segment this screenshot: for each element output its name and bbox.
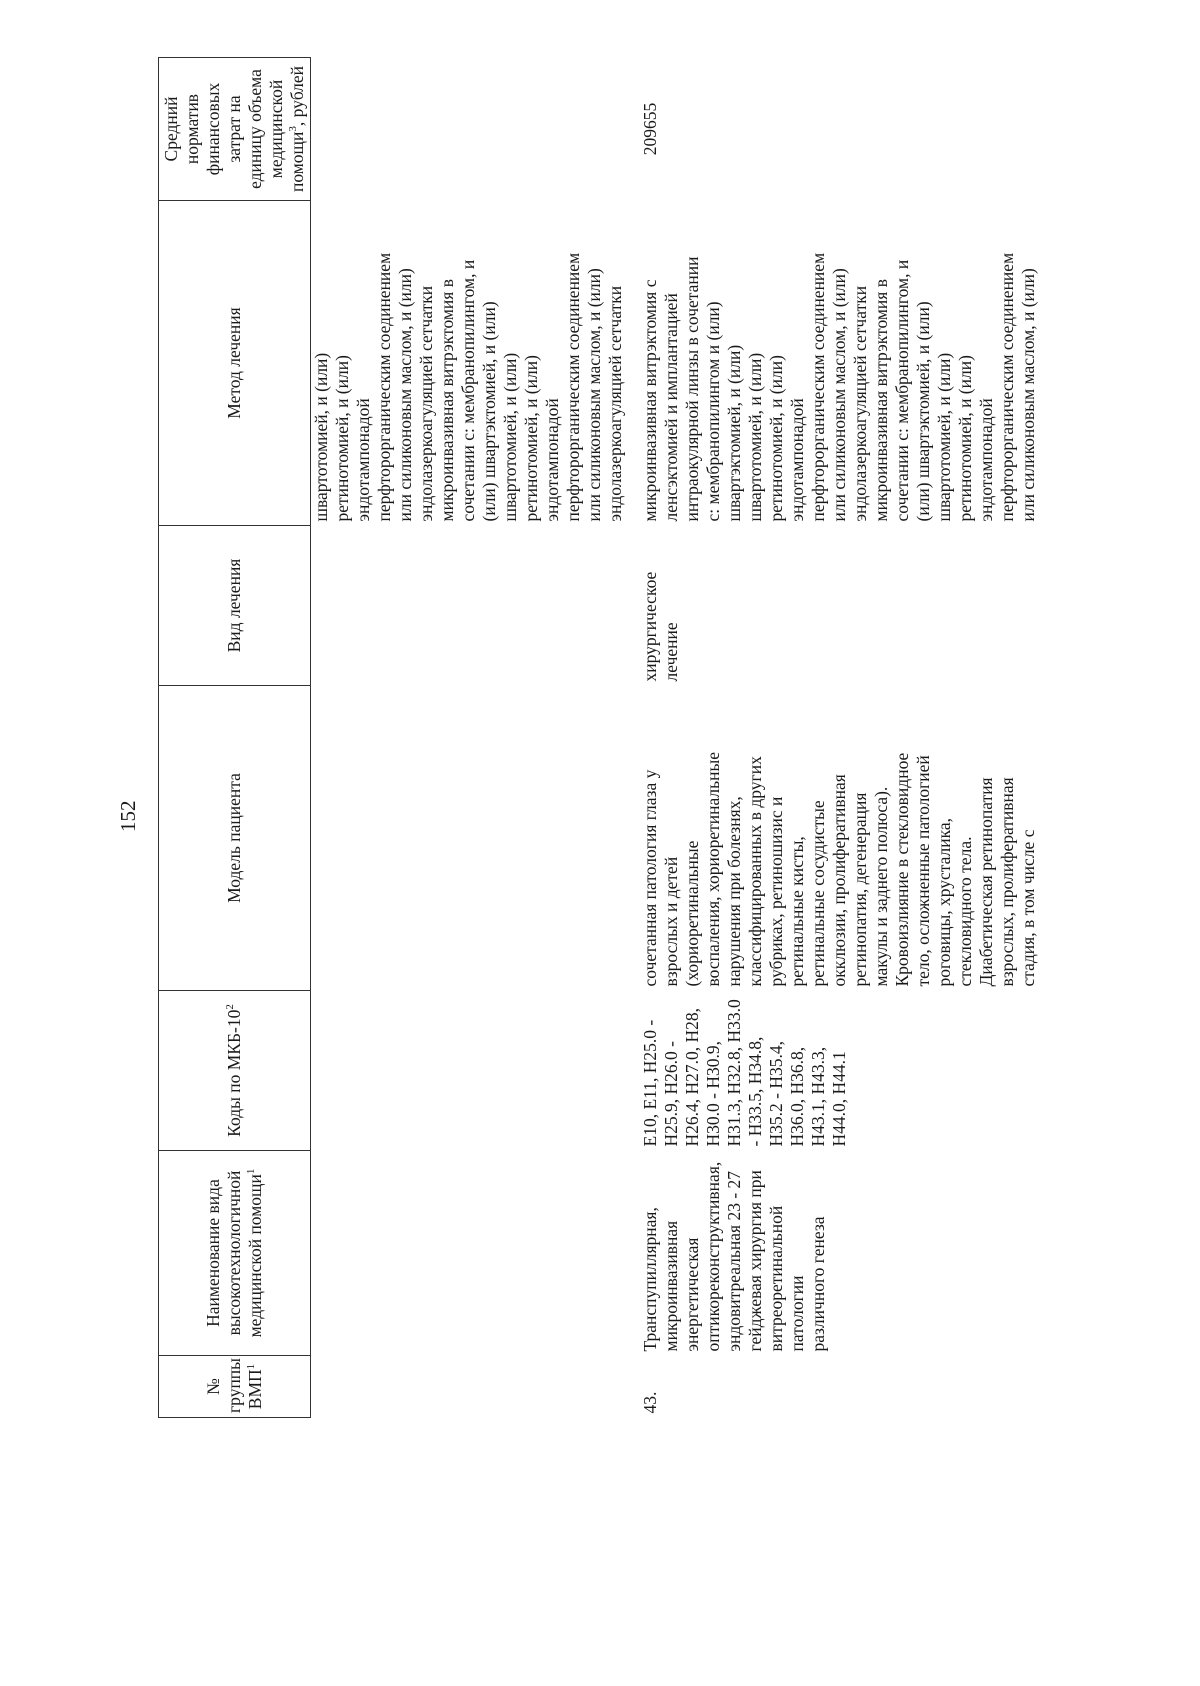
document-table-sheet (158, 58, 1098, 1418)
patient-model-cell: сочетанная патология глаза у взрослых и детей (хориоретинальные воспаления, хориоретинальные нарушения при болезнях, классифицированных в других рубриках, ретиношизис и ретинальные кисты, ретинальные сосудистые окклюзии, пролиферативная ретинопатия, дегенерация макулы и заднего полюса). Кровоизлияние в стекловидное тело, осложненные патологией роговицы, хрусталика, стекловидного тела. Диабетическая ретинопатия взрослых, пролиферативная стадия, в том числе с (640, 751, 1038, 987)
treatment-method-cell: микроинвазивная витрэктомия с ленсэктомией и имплантацией интраокулярной линзы в сочетании с: мембранопилингом и (или) швартэктомией, и (или) швартотомией, и (или) ретинотомией, и (или) эндотампонадой перфторорганическим соединением или силиконовым маслом, и (или) эндолазеркоагуляцией сетчатки микроинвазивная витрэктомия в сочетании с: мембранопилингом, и (или) швартэктомией, и (или) швартотомией, и (или) ретинотомией, и (или) эндотампонадой перфторорганическим соединением или силиконовым маслом, и (или) (640, 252, 1038, 522)
header-cost-standard: Средний норматив финансовых затрат на единицу объема медицинской помощи$^3$, рублей (159, 58, 311, 201)
table-header-row (159, 58, 311, 1418)
vmp-name-cell: Транспупиллярная, микроинвазивная энергетическая оптикореконструктивная, эндовитреальная 23 - 27 гейджевая хирургия при витреоретинальной патологии различного генеза (640, 1161, 828, 1352)
header-group-no: № группы ВМП$^1$ (159, 1356, 311, 1418)
header-patient-model: Модель пациента (159, 686, 311, 991)
vmp-table (158, 57, 1039, 1418)
header-treatment-type: Вид лечения (159, 526, 311, 686)
group-no-cell: 43. (640, 1391, 660, 1414)
table-row (626, 58, 1039, 1418)
header-icd-codes: Коды по МКБ-$10^2$ (159, 991, 311, 1151)
header-vmp-name: Наименование вида высокотехнологичной медицинской помощи$^1$ (159, 1151, 311, 1356)
table-row-continuation (311, 58, 627, 1418)
header-treatment-method: Метод лечения (159, 201, 311, 526)
cost-cell: 209655 (640, 102, 660, 156)
page-number: 152 (116, 800, 140, 832)
treatment-type-cell: хирургическое лечение (640, 571, 681, 682)
continuation-method-cell: швартотомией, и (или) ретинотомией, и (или) эндотампонадой перфторорганическим соединением или силиконовым маслом, и (или) эндолазеркоагуляцией сетчатки микроинвазивная витрэктомия в сочетании с: мембранопилингом, и (или) швартэктомией, и (или) швартотомией, и (или) ретинотомией, и (или) эндотампонадой перфторорганическим соединением или силиконовым маслом, и (или) эндолазеркоагуляцией сетчатки (311, 252, 625, 522)
icd-codes-cell: E10, E11, H25.0 - H25.9, H26.0 - H26.4, H27.0, H28, H30.0 - H30.9, H31.3, H32.8, H33.0 - H33.5, H34.8, H35.2 - H35.4, H36.0, H36.8, H43.1, H43.3, H44.0, H44.1 (640, 999, 849, 1147)
